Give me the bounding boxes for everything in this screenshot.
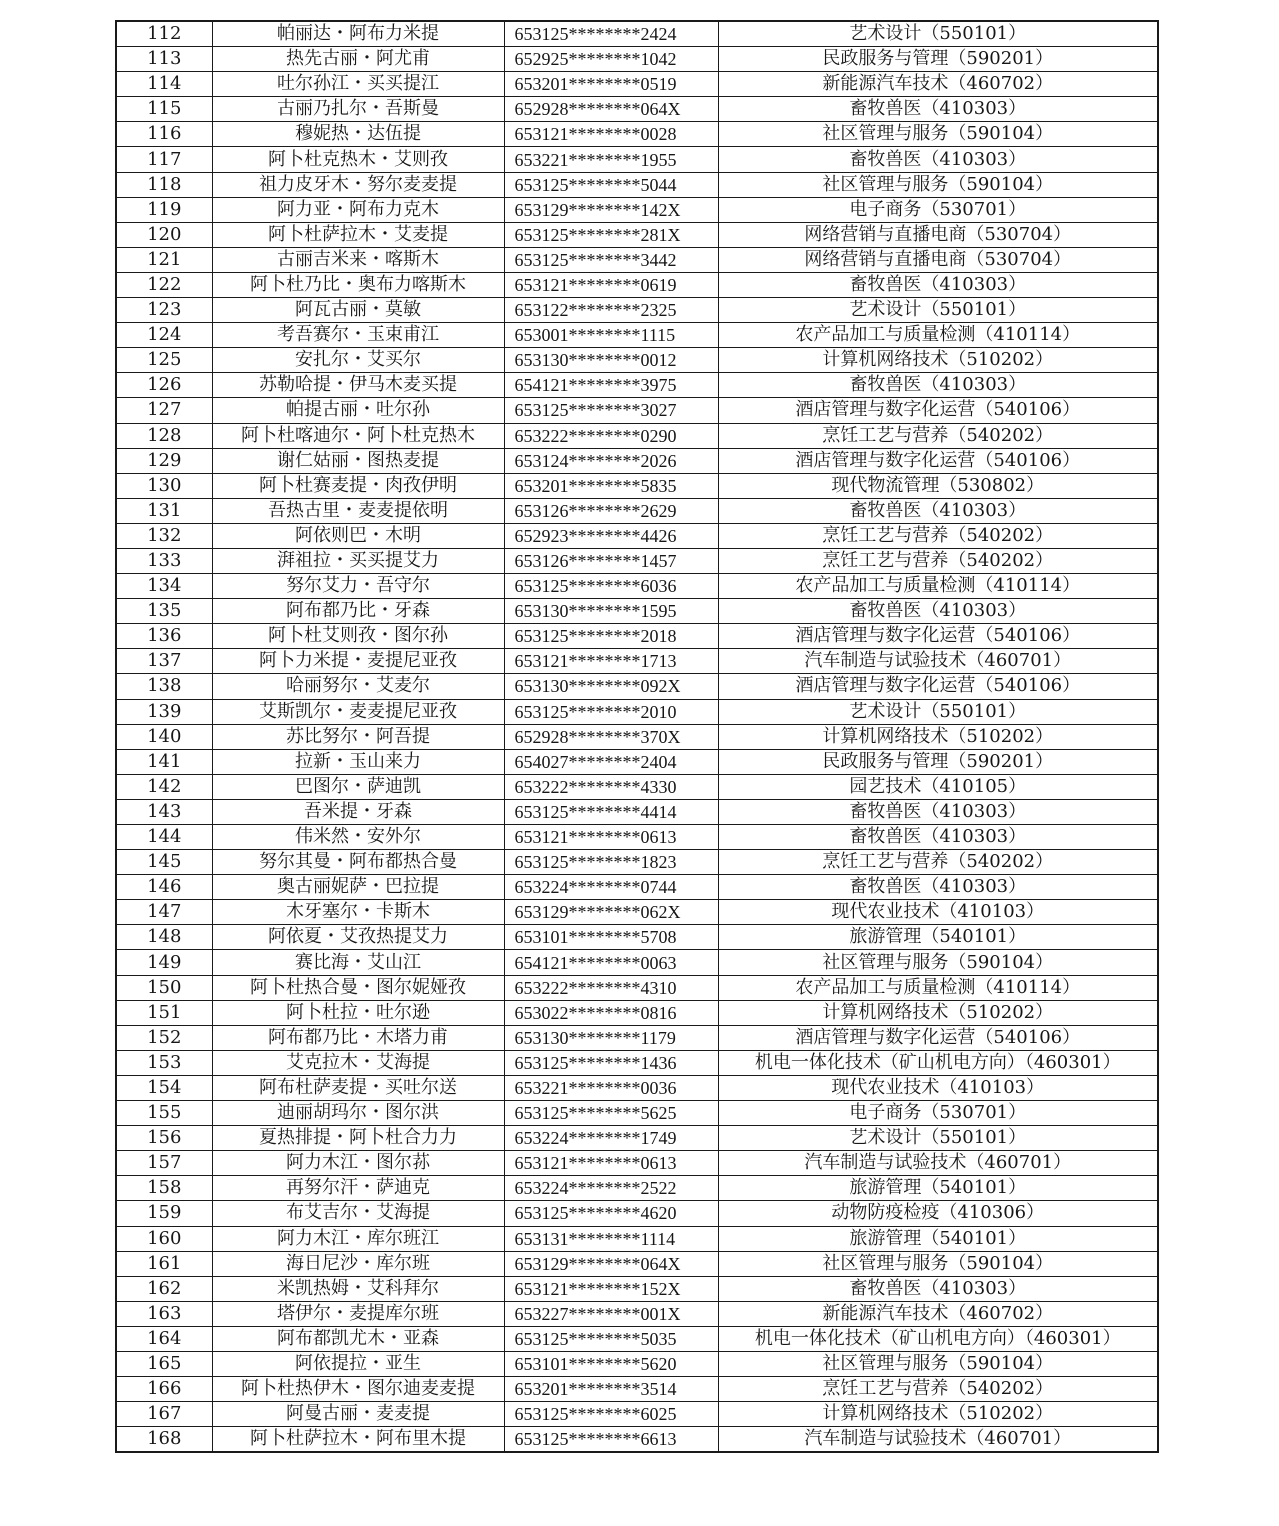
table-row (116, 272, 1158, 297)
table-row (116, 774, 1158, 799)
table-row (116, 1201, 1158, 1226)
table-row (116, 925, 1158, 950)
row-number: 114 (116, 72, 212, 97)
major-name: 旅游管理（540101） (718, 1176, 1158, 1201)
student-name: 阿依则巴・木明 (212, 523, 504, 548)
major-name: 酒店管理与数字化运营（540106） (718, 398, 1158, 423)
id-number: 652923********4426 (504, 523, 718, 548)
student-name: 阿依夏・艾孜热提艾力 (212, 925, 504, 950)
row-number: 140 (116, 724, 212, 749)
major-name: 酒店管理与数字化运营（540106） (718, 448, 1158, 473)
student-name: 吐尔孙江・买买提江 (212, 72, 504, 97)
table-row (116, 699, 1158, 724)
id-number: 653121********0613 (504, 825, 718, 850)
student-name: 古丽乃扎尔・吾斯曼 (212, 97, 504, 122)
student-name: 吾热古里・麦麦提依明 (212, 498, 504, 523)
row-number: 167 (116, 1402, 212, 1427)
student-name: 阿瓦古丽・莫敏 (212, 298, 504, 323)
student-name: 海日尼沙・库尔班 (212, 1251, 504, 1276)
table-row (116, 825, 1158, 850)
table-row (116, 373, 1158, 398)
student-name: 阿曼古丽・麦麦提 (212, 1402, 504, 1427)
row-number: 139 (116, 699, 212, 724)
row-number: 164 (116, 1326, 212, 1351)
table-row (116, 975, 1158, 1000)
student-name: 拉新・玉山来力 (212, 749, 504, 774)
row-number: 125 (116, 348, 212, 373)
row-number: 135 (116, 599, 212, 624)
table-row (116, 1276, 1158, 1301)
major-name: 机电一体化技术（矿山机电方向）（460301） (718, 1326, 1158, 1351)
id-number: 653125********6613 (504, 1427, 718, 1453)
table-row (116, 147, 1158, 172)
row-number: 162 (116, 1276, 212, 1301)
table-row (116, 1301, 1158, 1326)
student-name: 热先古丽・阿尤甫 (212, 47, 504, 72)
major-name: 机电一体化技术（矿山机电方向）（460301） (718, 1050, 1158, 1075)
major-name: 社区管理与服务（590104） (718, 172, 1158, 197)
student-name: 阿卜杜拉・吐尔逊 (212, 1000, 504, 1025)
major-name: 艺术设计（550101） (718, 1126, 1158, 1151)
major-name: 艺术设计（550101） (718, 298, 1158, 323)
row-number: 146 (116, 875, 212, 900)
student-name: 吾米提・牙森 (212, 799, 504, 824)
row-number: 131 (116, 498, 212, 523)
id-number: 653125********6025 (504, 1402, 718, 1427)
id-number: 653221********1955 (504, 147, 718, 172)
table-row (116, 674, 1158, 699)
major-name: 动物防疫检疫（410306） (718, 1201, 1158, 1226)
row-number: 120 (116, 222, 212, 247)
student-name: 阿卜力米提・麦提尼亚孜 (212, 649, 504, 674)
row-number: 160 (116, 1226, 212, 1251)
major-name: 旅游管理（540101） (718, 1226, 1158, 1251)
row-number: 136 (116, 624, 212, 649)
student-name: 阿卜杜赛麦提・肉孜伊明 (212, 473, 504, 498)
student-name: 阿力木江・库尔班江 (212, 1226, 504, 1251)
table-row (116, 21, 1158, 47)
student-name: 塔伊尔・麦提库尔班 (212, 1301, 504, 1326)
id-number: 654121********3975 (504, 373, 718, 398)
id-number: 653126********1457 (504, 548, 718, 573)
id-number: 653130********1179 (504, 1025, 718, 1050)
row-number: 155 (116, 1101, 212, 1126)
major-name: 畜牧兽医（410303） (718, 875, 1158, 900)
table-row (116, 599, 1158, 624)
row-number: 147 (116, 900, 212, 925)
row-number: 123 (116, 298, 212, 323)
student-name: 艾克拉木・艾海提 (212, 1050, 504, 1075)
id-number: 653121********0028 (504, 122, 718, 147)
id-number: 653129********064X (504, 1251, 718, 1276)
table-row (116, 1176, 1158, 1201)
table-row (116, 1326, 1158, 1351)
roster-sheet (115, 20, 1157, 1453)
student-name: 哈丽努尔・艾麦尔 (212, 674, 504, 699)
id-number: 653201********3514 (504, 1377, 718, 1402)
major-name: 社区管理与服务（590104） (718, 1251, 1158, 1276)
major-name: 畜牧兽医（410303） (718, 825, 1158, 850)
table-row (116, 649, 1158, 674)
student-name: 阿卜杜萨拉木・阿布里木提 (212, 1427, 504, 1453)
table-row (116, 749, 1158, 774)
row-number: 145 (116, 850, 212, 875)
major-name: 烹饪工艺与营养（540202） (718, 423, 1158, 448)
table-row (116, 900, 1158, 925)
major-name: 烹饪工艺与营养（540202） (718, 548, 1158, 573)
major-name: 酒店管理与数字化运营（540106） (718, 624, 1158, 649)
student-name: 再努尔汗・萨迪克 (212, 1176, 504, 1201)
row-number: 138 (116, 674, 212, 699)
row-number: 144 (116, 825, 212, 850)
row-number: 141 (116, 749, 212, 774)
id-number: 653001********1115 (504, 323, 718, 348)
table-row (116, 799, 1158, 824)
major-name: 畜牧兽医（410303） (718, 498, 1158, 523)
id-number: 652928********370X (504, 724, 718, 749)
table-row (116, 348, 1158, 373)
student-name: 木牙塞尔・卡斯木 (212, 900, 504, 925)
major-name: 电子商务（530701） (718, 197, 1158, 222)
row-number: 152 (116, 1025, 212, 1050)
student-name: 阿力亚・阿布力克木 (212, 197, 504, 222)
table-row (116, 1251, 1158, 1276)
id-number: 653125********3027 (504, 398, 718, 423)
table-row (116, 398, 1158, 423)
major-name: 现代农业技术（410103） (718, 1075, 1158, 1100)
major-name: 烹饪工艺与营养（540202） (718, 1377, 1158, 1402)
id-number: 653126********2629 (504, 498, 718, 523)
major-name: 社区管理与服务（590104） (718, 122, 1158, 147)
row-number: 117 (116, 147, 212, 172)
major-name: 畜牧兽医（410303） (718, 373, 1158, 398)
table-row (116, 298, 1158, 323)
row-number: 142 (116, 774, 212, 799)
row-number: 161 (116, 1251, 212, 1276)
id-number: 653224********1749 (504, 1126, 718, 1151)
student-name: 奥古丽妮萨・巴拉提 (212, 875, 504, 900)
major-name: 计算机网络技术（510202） (718, 1402, 1158, 1427)
student-name: 阿布都乃比・牙森 (212, 599, 504, 624)
row-number: 128 (116, 423, 212, 448)
id-number: 653224********0744 (504, 875, 718, 900)
table-row (116, 1075, 1158, 1100)
major-name: 网络营销与直播电商（530704） (718, 247, 1158, 272)
id-number: 654121********0063 (504, 950, 718, 975)
id-number: 653222********4330 (504, 774, 718, 799)
table-row (116, 97, 1158, 122)
id-number: 653124********2026 (504, 448, 718, 473)
major-name: 社区管理与服务（590104） (718, 950, 1158, 975)
table-row (116, 548, 1158, 573)
student-name: 阿卜杜热伊木・图尔迪麦麦提 (212, 1377, 504, 1402)
row-number: 119 (116, 197, 212, 222)
student-name: 湃祖拉・买买提艾力 (212, 548, 504, 573)
major-name: 新能源汽车技术（460702） (718, 72, 1158, 97)
id-number: 653125********4414 (504, 799, 718, 824)
major-name: 民政服务与管理（590201） (718, 47, 1158, 72)
student-name: 艾斯凯尔・麦麦提尼亚孜 (212, 699, 504, 724)
table-row (116, 724, 1158, 749)
student-name: 谢仁姑丽・图热麦提 (212, 448, 504, 473)
major-name: 农产品加工与质量检测（410114） (718, 323, 1158, 348)
row-number: 150 (116, 975, 212, 1000)
row-number: 163 (116, 1301, 212, 1326)
major-name: 烹饪工艺与营养（540202） (718, 850, 1158, 875)
id-number: 653227********001X (504, 1301, 718, 1326)
id-number: 653222********0290 (504, 423, 718, 448)
row-number: 165 (116, 1351, 212, 1376)
student-name: 帕提古丽・吐尔孙 (212, 398, 504, 423)
row-number: 157 (116, 1151, 212, 1176)
id-number: 653125********2010 (504, 699, 718, 724)
major-name: 酒店管理与数字化运营（540106） (718, 1025, 1158, 1050)
id-number: 653125********6036 (504, 574, 718, 599)
table-row (116, 247, 1158, 272)
major-name: 电子商务（530701） (718, 1101, 1158, 1126)
table-row (116, 850, 1158, 875)
table-row (116, 448, 1158, 473)
table-row (116, 1427, 1158, 1453)
row-number: 112 (116, 21, 212, 47)
id-number: 653125********5625 (504, 1101, 718, 1126)
table-row (116, 172, 1158, 197)
table-row (116, 222, 1158, 247)
major-name: 烹饪工艺与营养（540202） (718, 523, 1158, 548)
row-number: 149 (116, 950, 212, 975)
row-number: 134 (116, 574, 212, 599)
major-name: 农产品加工与质量检测（410114） (718, 975, 1158, 1000)
table-row (116, 197, 1158, 222)
row-number: 129 (116, 448, 212, 473)
student-name: 赛比海・艾山江 (212, 950, 504, 975)
student-name: 阿布都凯尤木・亚森 (212, 1326, 504, 1351)
id-number: 653130********1595 (504, 599, 718, 624)
id-number: 654027********2404 (504, 749, 718, 774)
student-name: 苏勒哈提・伊马木麦买提 (212, 373, 504, 398)
row-number: 113 (116, 47, 212, 72)
student-name: 阿依提拉・亚生 (212, 1351, 504, 1376)
student-name: 努尔其曼・阿布都热合曼 (212, 850, 504, 875)
id-number: 653121********1713 (504, 649, 718, 674)
row-number: 130 (116, 473, 212, 498)
major-name: 汽车制造与试验技术（460701） (718, 649, 1158, 674)
student-name: 安扎尔・艾买尔 (212, 348, 504, 373)
student-name: 阿卜杜克热木・艾则孜 (212, 147, 504, 172)
table-row (116, 423, 1158, 448)
table-row (116, 523, 1158, 548)
id-number: 653201********5835 (504, 473, 718, 498)
major-name: 农产品加工与质量检测（410114） (718, 574, 1158, 599)
major-name: 畜牧兽医（410303） (718, 599, 1158, 624)
student-name: 阿卜杜艾则孜・图尔孙 (212, 624, 504, 649)
table-row (116, 47, 1158, 72)
table-row (116, 1226, 1158, 1251)
major-name: 畜牧兽医（410303） (718, 97, 1158, 122)
id-number: 653129********062X (504, 900, 718, 925)
major-name: 酒店管理与数字化运营（540106） (718, 674, 1158, 699)
student-name: 迪丽胡玛尔・图尔洪 (212, 1101, 504, 1126)
major-name: 艺术设计（550101） (718, 21, 1158, 47)
row-number: 166 (116, 1377, 212, 1402)
table-row (116, 875, 1158, 900)
id-number: 653130********0012 (504, 348, 718, 373)
major-name: 计算机网络技术（510202） (718, 348, 1158, 373)
student-name: 阿卜杜喀迪尔・阿卜杜克热木 (212, 423, 504, 448)
student-name: 阿布都乃比・木塔力甫 (212, 1025, 504, 1050)
id-number: 653129********142X (504, 197, 718, 222)
table-row (116, 72, 1158, 97)
student-name: 考吾赛尔・玉束甫江 (212, 323, 504, 348)
row-number: 127 (116, 398, 212, 423)
id-number: 653101********5708 (504, 925, 718, 950)
table-row (116, 1000, 1158, 1025)
id-number: 653121********0613 (504, 1151, 718, 1176)
row-number: 133 (116, 548, 212, 573)
student-name: 苏比努尔・阿吾提 (212, 724, 504, 749)
row-number: 132 (116, 523, 212, 548)
table-row (116, 1050, 1158, 1075)
id-number: 652928********064X (504, 97, 718, 122)
row-number: 159 (116, 1201, 212, 1226)
major-name: 园艺技术（410105） (718, 774, 1158, 799)
id-number: 653125********281X (504, 222, 718, 247)
major-name: 畜牧兽医（410303） (718, 272, 1158, 297)
id-number: 653121********152X (504, 1276, 718, 1301)
student-name: 穆妮热・达伍提 (212, 122, 504, 147)
major-name: 民政服务与管理（590201） (718, 749, 1158, 774)
major-name: 现代物流管理（530802） (718, 473, 1158, 498)
row-number: 124 (116, 323, 212, 348)
row-number: 143 (116, 799, 212, 824)
id-number: 653125********5035 (504, 1326, 718, 1351)
roster-table (115, 20, 1159, 1453)
table-row (116, 1126, 1158, 1151)
id-number: 653222********4310 (504, 975, 718, 1000)
id-number: 653201********0519 (504, 72, 718, 97)
student-name: 阿卜杜乃比・奥布力喀斯木 (212, 272, 504, 297)
major-name: 计算机网络技术（510202） (718, 1000, 1158, 1025)
major-name: 汽车制造与试验技术（460701） (718, 1151, 1158, 1176)
table-row (116, 498, 1158, 523)
major-name: 畜牧兽医（410303） (718, 1276, 1158, 1301)
major-name: 艺术设计（550101） (718, 699, 1158, 724)
id-number: 653125********4620 (504, 1201, 718, 1226)
student-name: 古丽吉米来・喀斯木 (212, 247, 504, 272)
id-number: 653125********2424 (504, 21, 718, 47)
row-number: 126 (116, 373, 212, 398)
table-row (116, 1402, 1158, 1427)
id-number: 653224********2522 (504, 1176, 718, 1201)
row-number: 116 (116, 122, 212, 147)
roster-body (116, 21, 1158, 1452)
major-name: 汽车制造与试验技术（460701） (718, 1427, 1158, 1453)
row-number: 115 (116, 97, 212, 122)
table-row (116, 122, 1158, 147)
row-number: 121 (116, 247, 212, 272)
major-name: 畜牧兽医（410303） (718, 799, 1158, 824)
row-number: 122 (116, 272, 212, 297)
row-number: 153 (116, 1050, 212, 1075)
student-name: 阿卜杜萨拉木・艾麦提 (212, 222, 504, 247)
major-name: 新能源汽车技术（460702） (718, 1301, 1158, 1326)
row-number: 158 (116, 1176, 212, 1201)
id-number: 653121********0619 (504, 272, 718, 297)
row-number: 156 (116, 1126, 212, 1151)
table-row (116, 1101, 1158, 1126)
table-row (116, 950, 1158, 975)
id-number: 653125********5044 (504, 172, 718, 197)
id-number: 653022********0816 (504, 1000, 718, 1025)
student-name: 帕丽达・阿布力米提 (212, 21, 504, 47)
major-name: 旅游管理（540101） (718, 925, 1158, 950)
id-number: 653101********5620 (504, 1351, 718, 1376)
id-number: 652925********1042 (504, 47, 718, 72)
table-row (116, 1151, 1158, 1176)
student-name: 阿卜杜热合曼・图尔妮娅孜 (212, 975, 504, 1000)
table-row (116, 624, 1158, 649)
row-number: 151 (116, 1000, 212, 1025)
id-number: 653125********3442 (504, 247, 718, 272)
student-name: 米凯热姆・艾科拜尔 (212, 1276, 504, 1301)
row-number: 148 (116, 925, 212, 950)
student-name: 巴图尔・萨迪凯 (212, 774, 504, 799)
id-number: 653125********1823 (504, 850, 718, 875)
student-name: 阿力木江・图尔荪 (212, 1151, 504, 1176)
id-number: 653130********092X (504, 674, 718, 699)
student-name: 阿布杜萨麦提・买吐尔送 (212, 1075, 504, 1100)
id-number: 653131********1114 (504, 1226, 718, 1251)
student-name: 祖力皮牙木・努尔麦麦提 (212, 172, 504, 197)
student-name: 伟米然・安外尔 (212, 825, 504, 850)
table-row (116, 1025, 1158, 1050)
major-name: 社区管理与服务（590104） (718, 1351, 1158, 1376)
student-name: 夏热排提・阿卜杜合力力 (212, 1126, 504, 1151)
id-number: 653125********1436 (504, 1050, 718, 1075)
id-number: 653221********0036 (504, 1075, 718, 1100)
table-row (116, 1377, 1158, 1402)
table-row (116, 1351, 1158, 1376)
id-number: 653122********2325 (504, 298, 718, 323)
row-number: 168 (116, 1427, 212, 1453)
major-name: 畜牧兽医（410303） (718, 147, 1158, 172)
table-row (116, 574, 1158, 599)
major-name: 计算机网络技术（510202） (718, 724, 1158, 749)
row-number: 137 (116, 649, 212, 674)
row-number: 154 (116, 1075, 212, 1100)
student-name: 布艾吉尔・艾海提 (212, 1201, 504, 1226)
row-number: 118 (116, 172, 212, 197)
table-row (116, 323, 1158, 348)
table-row (116, 473, 1158, 498)
major-name: 网络营销与直播电商（530704） (718, 222, 1158, 247)
major-name: 现代农业技术（410103） (718, 900, 1158, 925)
student-name: 努尔艾力・吾守尔 (212, 574, 504, 599)
id-number: 653125********2018 (504, 624, 718, 649)
